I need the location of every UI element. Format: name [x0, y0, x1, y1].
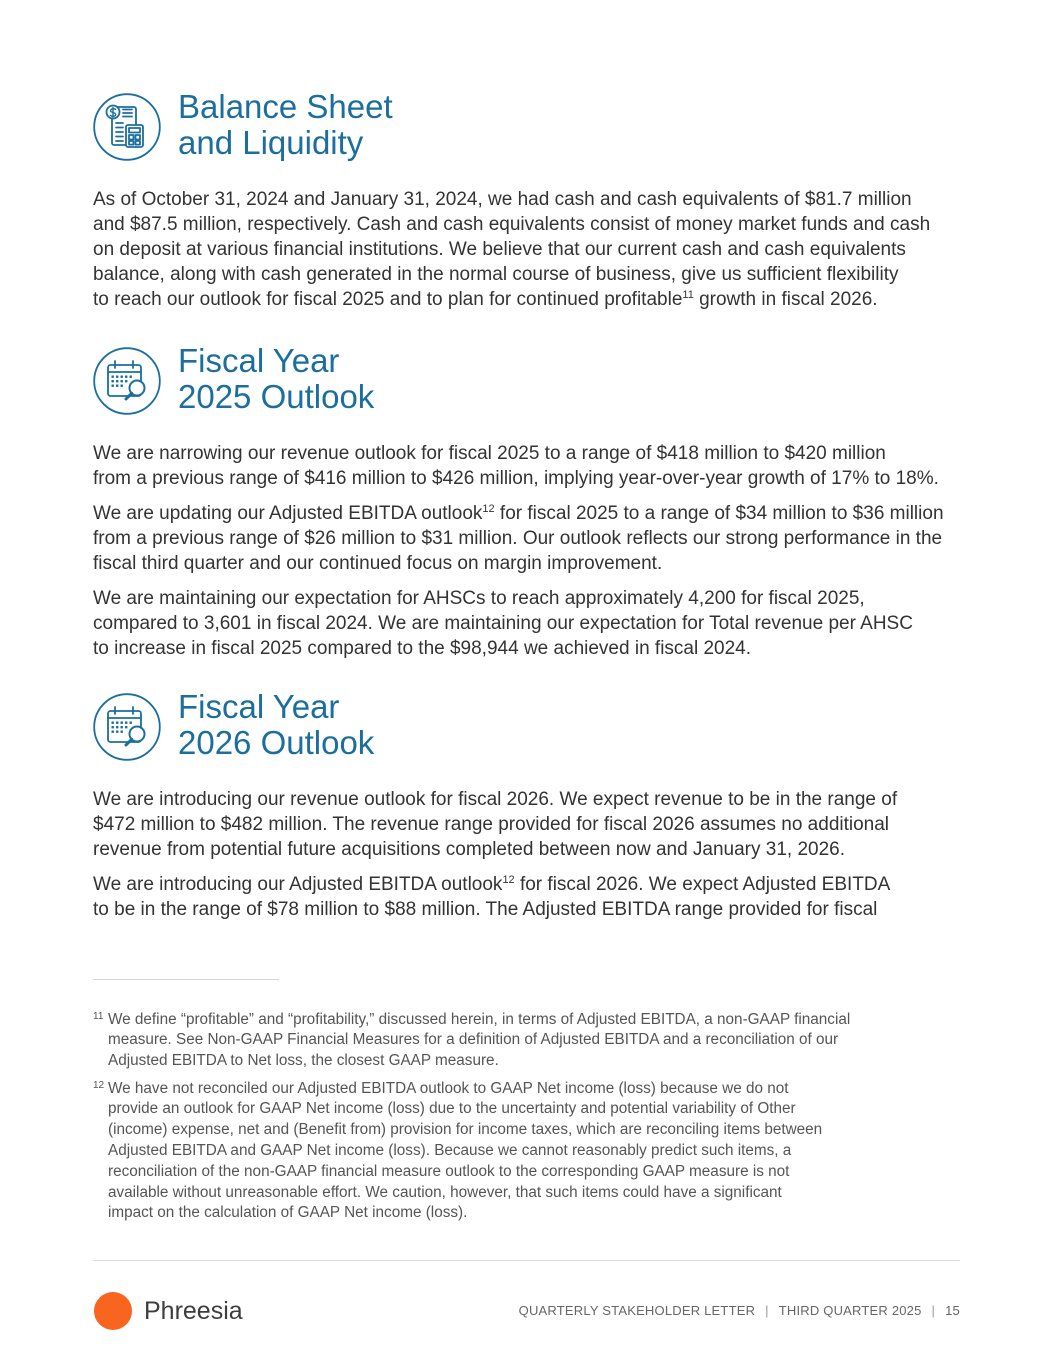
footnote-marker: 12: [93, 1079, 105, 1091]
body-text-line: [93, 501, 944, 526]
body-text-line: [93, 872, 890, 897]
body-text-line: balance, along with cash generated in the normal course of business, give us sufficient flexibility: [93, 264, 899, 285]
footnote-reference: 11: [682, 289, 694, 301]
line-text: We are updating our Adjusted EBITDA outlook: [93, 503, 483, 524]
line-text: We are introducing our Adjusted EBITDA outlook: [93, 874, 503, 895]
balance-sheet-paragraph: [93, 187, 930, 312]
footnote-divider: [93, 979, 279, 980]
heading-line: 2025 Outlook: [178, 378, 375, 415]
body-text-line: on deposit at various financial institutions. We believe that our current cash and cash equivalents: [93, 239, 906, 260]
body-text-line: to increase in fiscal 2025 compared to the $98,944 we achieved in fiscal 2024.: [93, 638, 752, 659]
body-text-line: to be in the range of $78 million to $88 million. The Adjusted EBITDA range provided for fiscal: [93, 899, 878, 920]
footnote-text-line: available without unreasonable effort. We caution, however, that such items could have a significant: [108, 1183, 782, 1201]
footer-meta: [519, 1303, 960, 1319]
reporting-period: THIRD QUARTER 2025: [778, 1303, 922, 1318]
body-text-line: $472 million to $482 million. The revenue range provided for fiscal 2026 assumes no additional: [93, 814, 890, 835]
heading-line: 2026 Outlook: [178, 724, 375, 761]
calendar-search-icon: [93, 347, 161, 415]
body-text-line: from a previous range of $416 million to $426 million, implying year-over-year growth of 17% to 18%.: [93, 468, 939, 489]
heading-line: Fiscal Year: [178, 688, 340, 725]
phreesia-logo-text: Phreesia: [144, 1297, 243, 1325]
heading-line: and Liquidity: [178, 124, 364, 161]
footnote-marker: 11: [93, 1010, 104, 1022]
footnote-text-line: We have not reconciled our Adjusted EBITDA outlook to GAAP Net income (loss) because we do not: [108, 1079, 789, 1097]
fy2026-ebitda-paragraph: [93, 872, 890, 922]
body-text-line: compared to 3,601 in fiscal 2024. We are maintaining our expectation for Total revenue per AHSC: [93, 613, 913, 634]
body-text-line: revenue from potential future acquisitions completed between now and January 31, 2026.: [93, 839, 846, 860]
footer-separator: |: [931, 1303, 936, 1318]
footer-separator: |: [765, 1303, 769, 1318]
publication-title: QUARTERLY STAKEHOLDER LETTER: [518, 1303, 756, 1318]
fy2025-revenue-paragraph: [93, 441, 939, 491]
footnote-text-line: measure. See Non-GAAP Financial Measures for a definition of Adjusted EBITDA and a reconciliation of our: [108, 1031, 839, 1049]
phreesia-logo-dot-icon: [94, 1292, 132, 1330]
line-text: for fiscal 2026. We expect Adjusted EBITDA: [514, 874, 891, 895]
footnote-text-line: Adjusted EBITDA to Net loss, the closest GAAP measure.: [108, 1052, 499, 1070]
page-number: 15: [945, 1303, 960, 1318]
footnote-12: [93, 1079, 822, 1225]
body-text-line: and $87.5 million, respectively. Cash and cash equivalents consist of money market funds and cash: [93, 214, 931, 235]
footnote-11: [93, 1010, 850, 1072]
heading-line: Fiscal Year: [178, 342, 340, 379]
section-heading-balance-sheet: [178, 89, 393, 161]
fy2025-ahsc-paragraph: [93, 586, 913, 661]
section-heading-fy2025-outlook: [178, 343, 374, 415]
heading-line: Balance Sheet: [178, 88, 393, 125]
body-text-line: [93, 287, 930, 312]
section-heading-fy2026-outlook: [178, 689, 374, 761]
calendar-search-icon: [93, 693, 161, 761]
footnote-text-line: (income) expense, net and (Benefit from) provision for income taxes, which are reconciling items between: [108, 1121, 823, 1139]
body-text-line: We are maintaining our expectation for AHSCs to reach approximately 4,200 for fiscal 2025,: [93, 588, 865, 609]
footnote-text-line: Adjusted EBITDA and GAAP Net income (loss). Because we cannot reasonably predict such items, a: [108, 1141, 792, 1159]
line-text: to reach our outlook for fiscal 2025 and to plan for continued profitable: [93, 289, 683, 310]
body-text-line: We are introducing our revenue outlook for fiscal 2026. We expect revenue to be in the range of: [93, 789, 898, 810]
footer-divider: [93, 1260, 960, 1261]
body-text-line: We are narrowing our revenue outlook for fiscal 2025 to a range of $418 million to $420 million: [93, 443, 886, 464]
fy2026-revenue-paragraph: [93, 787, 897, 862]
balance-sheet-icon: [93, 93, 161, 161]
body-text-line: fiscal third quarter and our continued focus on margin improvement.: [93, 553, 663, 574]
line-text: growth in fiscal 2026.: [693, 289, 878, 310]
footnote-text-line: impact on the calculation of GAAP Net income (loss).: [108, 1204, 468, 1222]
footnote-text-line: We define “profitable” and “profitability,” discussed herein, in terms of Adjusted EBITDA, a non-GAAP financial: [108, 1010, 851, 1028]
body-text-line: As of October 31, 2024 and January 31, 2024, we had cash and cash equivalents of $81.7 million: [93, 189, 912, 210]
footnote-text-line: provide an outlook for GAAP Net income (loss) due to the uncertainty and potential variability of Other: [108, 1100, 796, 1118]
footnote-text-line: reconciliation of the non-GAAP financial measure outlook to the corresponding GAAP measure is not: [108, 1162, 790, 1180]
line-text: for fiscal 2025 to a range of $34 million to $36 million: [494, 503, 944, 524]
body-text-line: from a previous range of $26 million to $31 million. Our outlook reflects our strong performance in the: [93, 528, 943, 549]
fy2025-ebitda-paragraph: [93, 501, 944, 576]
footnote-reference: 12: [482, 503, 495, 515]
footnote-reference: 12: [502, 874, 515, 886]
